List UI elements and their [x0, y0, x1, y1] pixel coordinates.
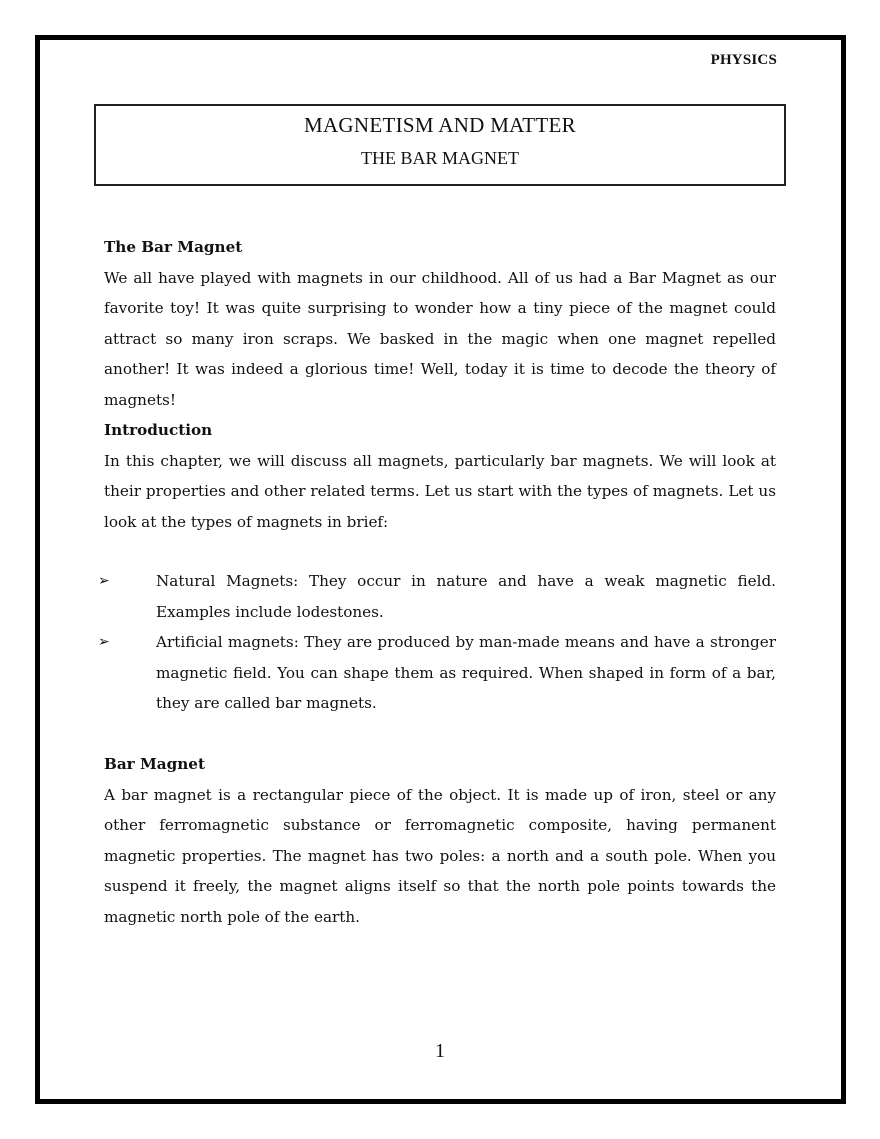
arrow-bullet-icon: ➢: [98, 634, 110, 650]
list-item: [98, 566, 776, 627]
arrow-bullet-icon: ➢: [98, 573, 110, 589]
list-item: [98, 627, 776, 719]
section-bar-magnet-intro: [104, 232, 776, 415]
section-body: We all have played with magnets in our childhood. All of us had a Bar Magnet as our favorite toy! It was quite surprising to wonder how a tiny piece of the magnet could attract so many iron scraps. We basked in the magic when one magnet repelled another! It was indeed a glorious time! Well, today it is time to decode the theory of magnets!: [104, 268, 776, 409]
chapter-subtitle: THE BAR MAGNET: [361, 148, 519, 168]
page-number: 1: [435, 1040, 445, 1062]
section-introduction: [104, 415, 776, 537]
section-heading: Bar Magnet: [104, 755, 205, 773]
section-heading: Introduction: [104, 421, 213, 439]
section-body: In this chapter, we will discuss all magnets, particularly bar magnets. We will look at their properties and other related terms. Let us start with the types of magnets. Let us look at the types of magnets in brief:: [104, 451, 776, 531]
subject-header: PHYSICS: [710, 52, 777, 68]
chapter-title: MAGNETISM AND MATTER: [303, 113, 576, 137]
section-heading: The Bar Magnet: [104, 238, 243, 256]
list-item-text: Natural Magnets: They occur in nature and have a weak magnetic field. Examples include lodestones.: [156, 572, 776, 621]
title-box: [94, 104, 786, 186]
section-body: A bar magnet is a rectangular piece of the object. It is made up of iron, steel or any other ferromagnetic substance or ferromagnetic composite, having permanent magnetic properties. The magnet has two poles: a north and a south pole. When you suspend it freely, the magnet aligns itself so that the north pole points towards the magnetic north pole of the earth.: [104, 785, 776, 926]
list-item-text: Artificial magnets: They are produced by man-made means and have a stronger magnetic field. You can shape them as required. When shaped in form of a bar, they are called bar magnets.: [156, 633, 776, 712]
section-bar-magnet: [104, 749, 776, 932]
